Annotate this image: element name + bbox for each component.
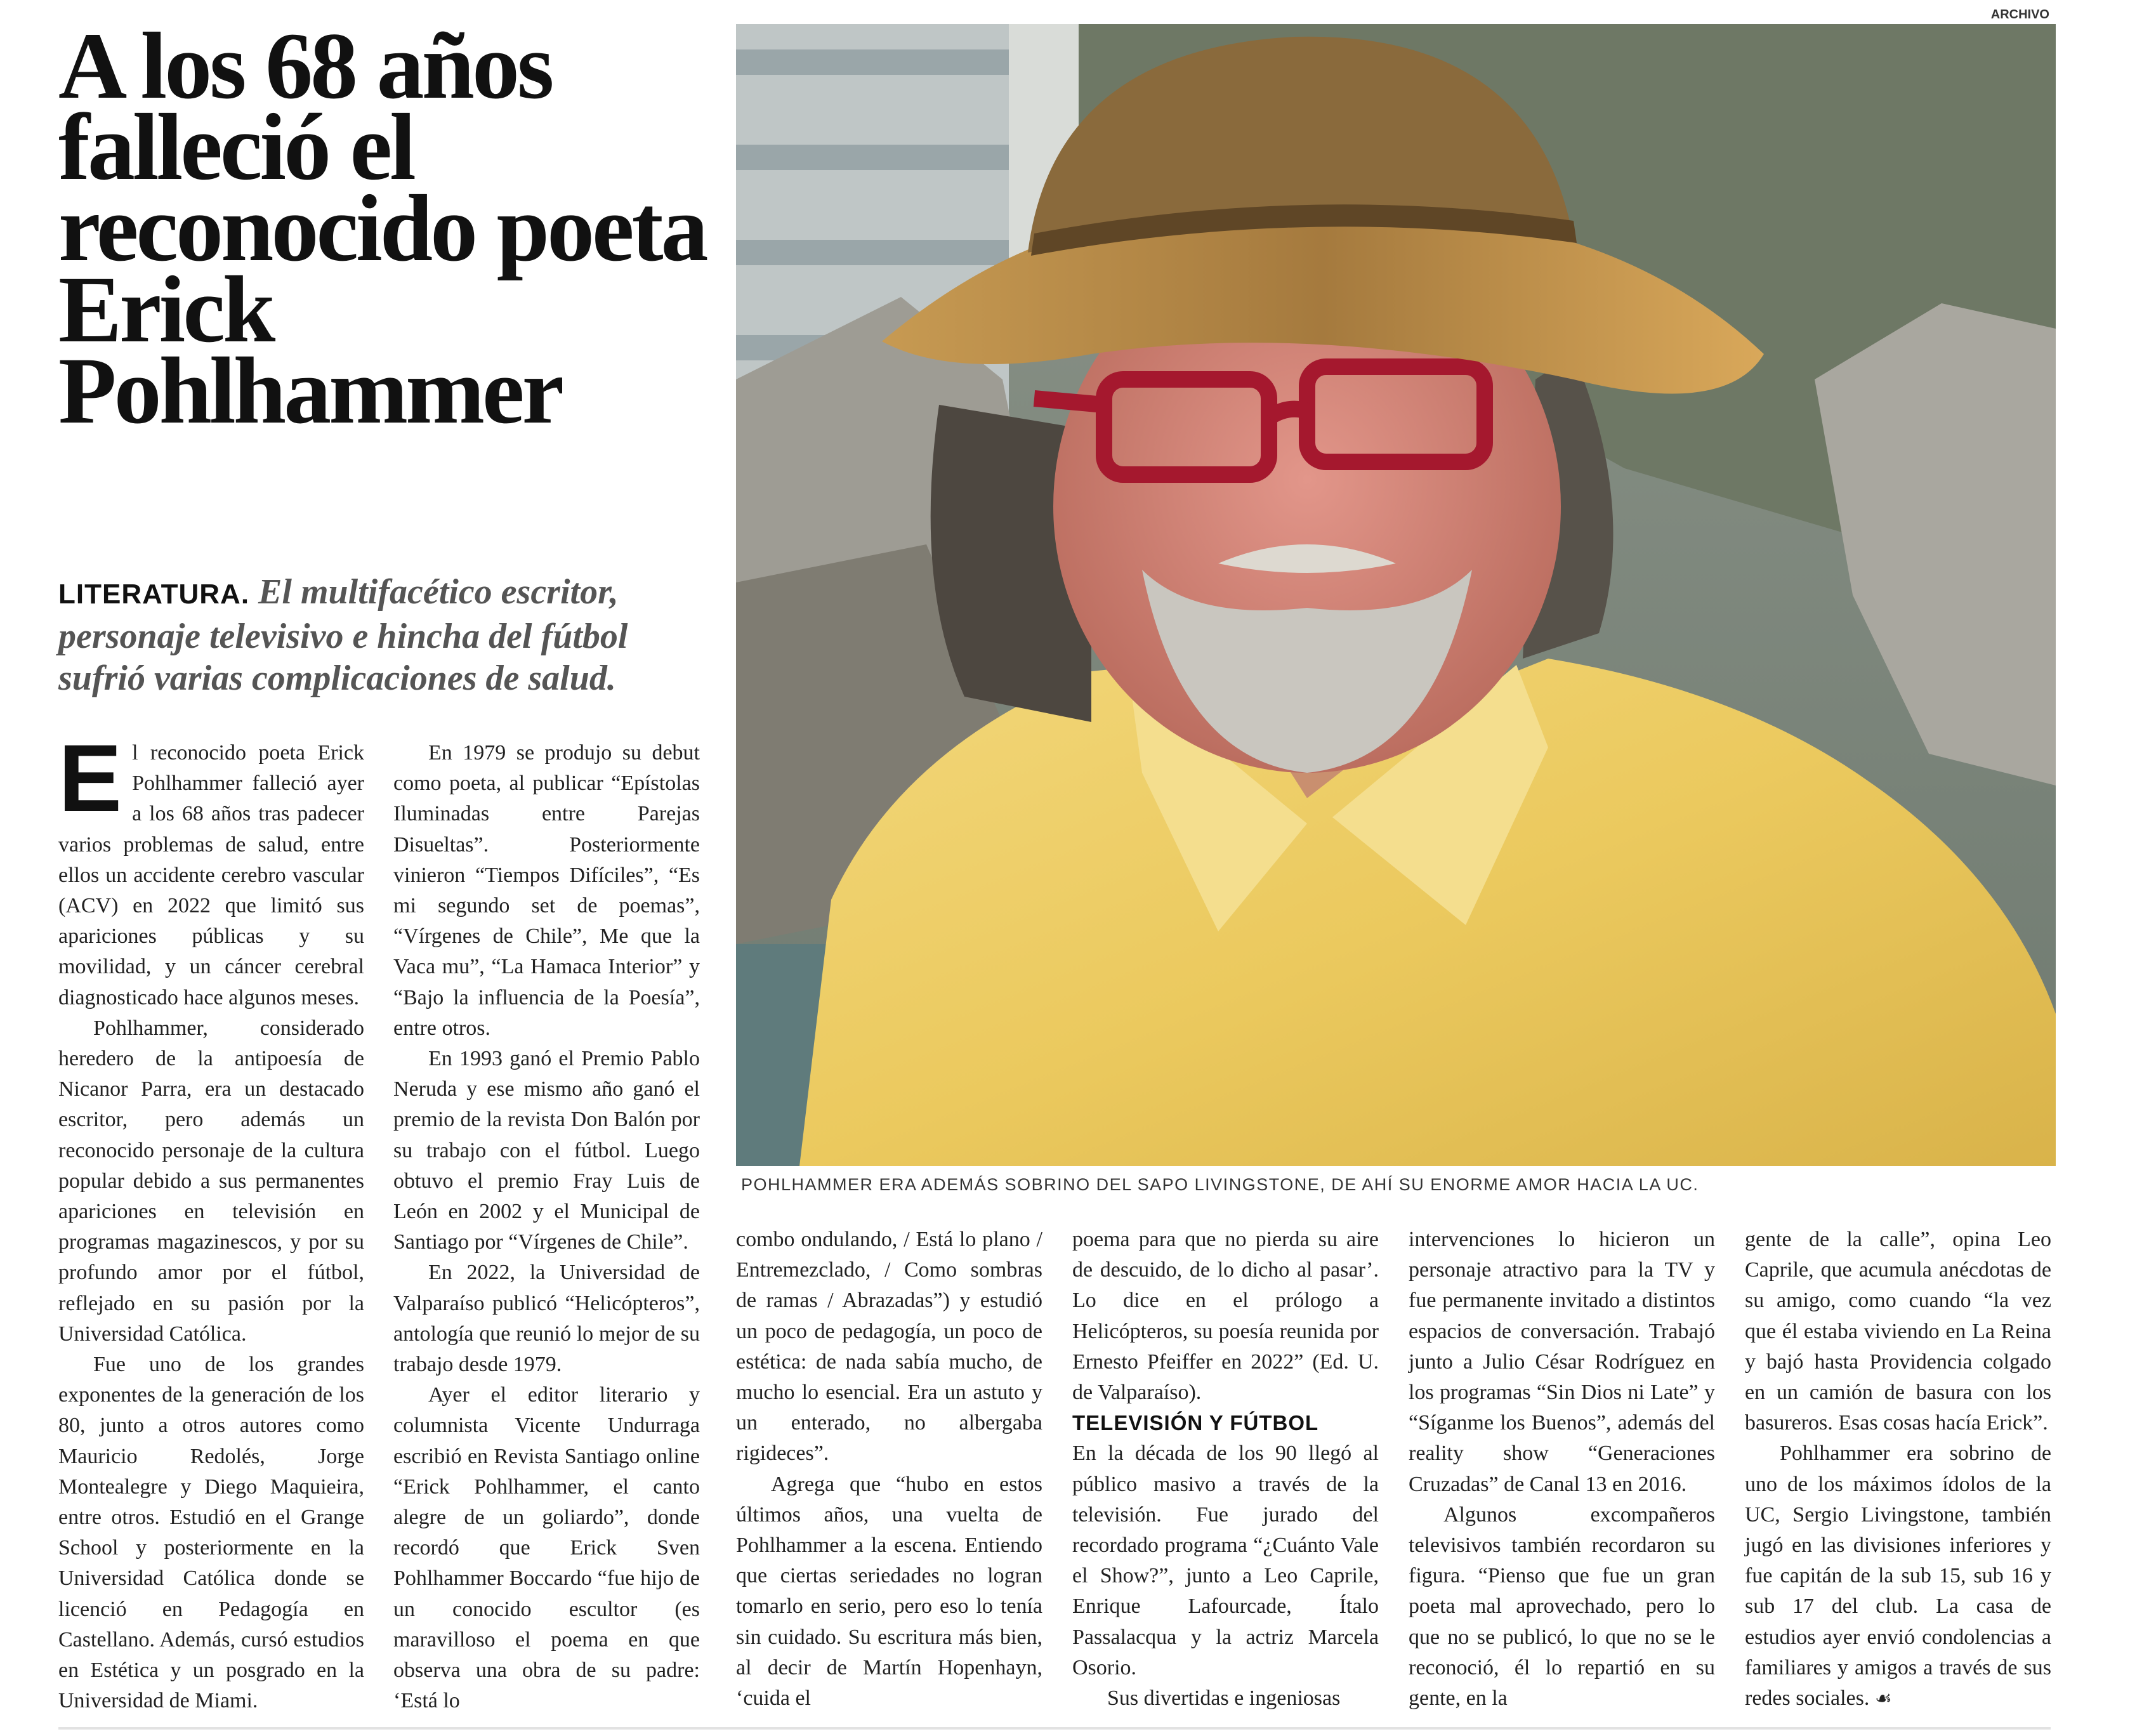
paragraph: Algunos excompañeros televisivos también recordaron su figura. “Pienso que fue un gran poeta mal aprovechado, pero lo que no se publicó, lo que no se le reconoció, él lo repartió en su gente, en la xyxy=(1409,1502,1715,1711)
column-1 xyxy=(58,725,364,1717)
deck xyxy=(58,571,706,699)
article-photo xyxy=(736,24,2056,1166)
lead-paragraph xyxy=(58,725,364,1013)
section-kicker: LITERATURA. xyxy=(58,579,250,610)
photo-caption: POHLHAMMER ERA ADEMÁS SOBRINO DEL SAPO LIVINGSTONE, DE AHÍ SU ENORME AMOR HACIA LA UC. xyxy=(741,1175,1699,1194)
column-2 xyxy=(393,738,700,1717)
headline: A los 68 años falleció el reconocido poeta Erick Pohlhammer xyxy=(58,13,706,443)
paragraph: poema para que no pierda su aire de descuido, de lo dicho al pasar’. Lo dice en el prólogo a Helicópteros, su poesía reunida por Ernesto Pfeiffer en 2022” (Ed. U. de Valparaíso). xyxy=(1072,1228,1379,1405)
paragraph-text: Pohlhammer era sobrino de uno de los máximos ídolos de la UC, Sergio Livingstone, también jugó en las divisiones inferiores y fue capitán de la sub 15, sub 16 y sub 17 del club. La casa de estudios ayer envió condolencias a familiares y amigos a través de sus redes sociales. xyxy=(1745,1442,2051,1711)
bottom-rule xyxy=(58,1727,2051,1730)
subhead: TELEVISIÓN Y FÚTBOL xyxy=(1072,1411,1319,1435)
column-4 xyxy=(1072,1225,1379,1714)
paragraph: Agrega que “hubo en estos últimos años, una vuelta de Pohlhammer a la escena. Entiendo que ciertas seriedades no logran tomarlo en serio, pero eso lo tenía sin cuidado. Su escritura más bien, al decir de Martín Hopenhayn, ‘cuida el xyxy=(736,1472,1042,1711)
paragraph: combo ondulando, / Está lo plano / Entremezclado, / Como sombras de ramas / Abrazadas”) y estudió un poco de pedagogía, un poco de estética: de nada sabía mucho, de mucho lo esencial. Era un astuto y un enterado, no albergaba rigideces”. xyxy=(736,1228,1042,1466)
column-6 xyxy=(1745,1225,2051,1714)
lead-text: l reconocido poeta Erick Pohlhammer falleció ayer a los 68 años tras padecer varios problemas de salud, entre ellos un accidente cerebro vascular (ACV) en 2022 que limitó sus apariciones públicas y su movilidad, y un cáncer cerebral diagnosticado hace algunos meses. xyxy=(58,741,364,1009)
paragraph: Pohlhammer, considerado heredero de la antipoesía de Nicanor Parra, era un destacado escritor, pero además un reconocido personaje de la cultura popular debido a sus permanentes apariciones en televisión en programas magazinescos, y por su profundo amor por el fútbol, reflejado en su pasión por la Universidad Católica. xyxy=(58,1016,364,1346)
photo-credit: ARCHIVO xyxy=(1990,8,2049,22)
paragraph: Sus divertidas e ingeniosas xyxy=(1107,1686,1341,1711)
paragraph: En la década de los 90 llegó al público masivo a través de la televisión. Fue jurado del recordado programa “¿Cuánto Vale el Show?”, junto a Leo Caprile, Enrique Lafourcade, Ítalo Passalacqua y la actriz Marcela Osorio. xyxy=(1072,1442,1379,1679)
drop-cap: E xyxy=(58,725,122,831)
paragraph: En 2022, la Universidad de Valparaíso publicó “Helicópteros”, antología que reunió lo mejor de su trabajo desde 1979. xyxy=(393,1261,700,1377)
paragraph: intervenciones lo hicieron un personaje atractivo para la TV y fue permanente invitado a distintos espacios de conversación. Trabajó junto a Julio César Rodríguez en los programas “Sin Dios ni Late” y “Síganme los Buenos”, además del reality show “Generaciones Cruzadas” de Canal 13 en 2016. xyxy=(1409,1228,1715,1496)
paragraph: Ayer el editor literario y columnista Vicente Undurraga escribió en Revista Santiago online “Erick Pohlhammer, el canto alegre de un goliardo”, donde recordó que Erick Sven Pohlhammer Boccardo “fue hijo de un conocido escultor (es maravilloso el poema en que observa una obra de su padre: ‘Está lo xyxy=(393,1383,700,1713)
paragraph: gente de la calle”, opina Leo Caprile, que acumula anécdotas de su amigo, como cuando “la vez que él estaba viviendo en La Reina y bajó hasta Providencia colgado en un camión de basura con los basureros. Esas cosas hacía Erick”. xyxy=(1745,1228,2051,1435)
paragraph: Fue uno de los grandes exponentes de la generación de los 80, junto a otros autores como Mauricio Redolés, Jorge Montealegre y Diego Maquieira, entre otros. Estudió en el Grange School y posteriormente en la Universidad Católica donde se licenció en Pedagogía en Castellano. Además, cursó estudios en Estética y un posgrado en la Universidad de Miami. xyxy=(58,1353,364,1713)
paragraph xyxy=(1745,1438,2051,1714)
column-5 xyxy=(1409,1225,1715,1714)
paragraph: En 1979 se produjo su debut como poeta, al publicar “Epístolas Iluminadas entre Parejas Disueltas”. Posteriormente vinieron “Tiempos Difíciles”, “Es mi segundo set de poemas”, “Vírgenes de Chile”, Me que la Vaca mu”, “La Hamaca Interior” y “Bajo la influencia de la Poesía”, entre otros. xyxy=(393,741,700,1040)
column-3 xyxy=(736,1225,1042,1714)
paragraph: En 1993 ganó el Premio Pablo Neruda y ese mismo año ganó el premio de la revista Don Balón por su trabajo con el fútbol. Luego obtuvo el premio Fray Luis de León en 2002 y el Municipal de Santiago por “Vírgenes de Chile”. xyxy=(393,1047,700,1254)
end-mark-icon: ☙ xyxy=(1874,1688,1892,1711)
portrait-illustration xyxy=(736,24,2056,1166)
deck-text: El multifacético escritor, personaje televisivo e hincha del fútbol sufrió varias complicaciones de salud. xyxy=(58,572,628,698)
